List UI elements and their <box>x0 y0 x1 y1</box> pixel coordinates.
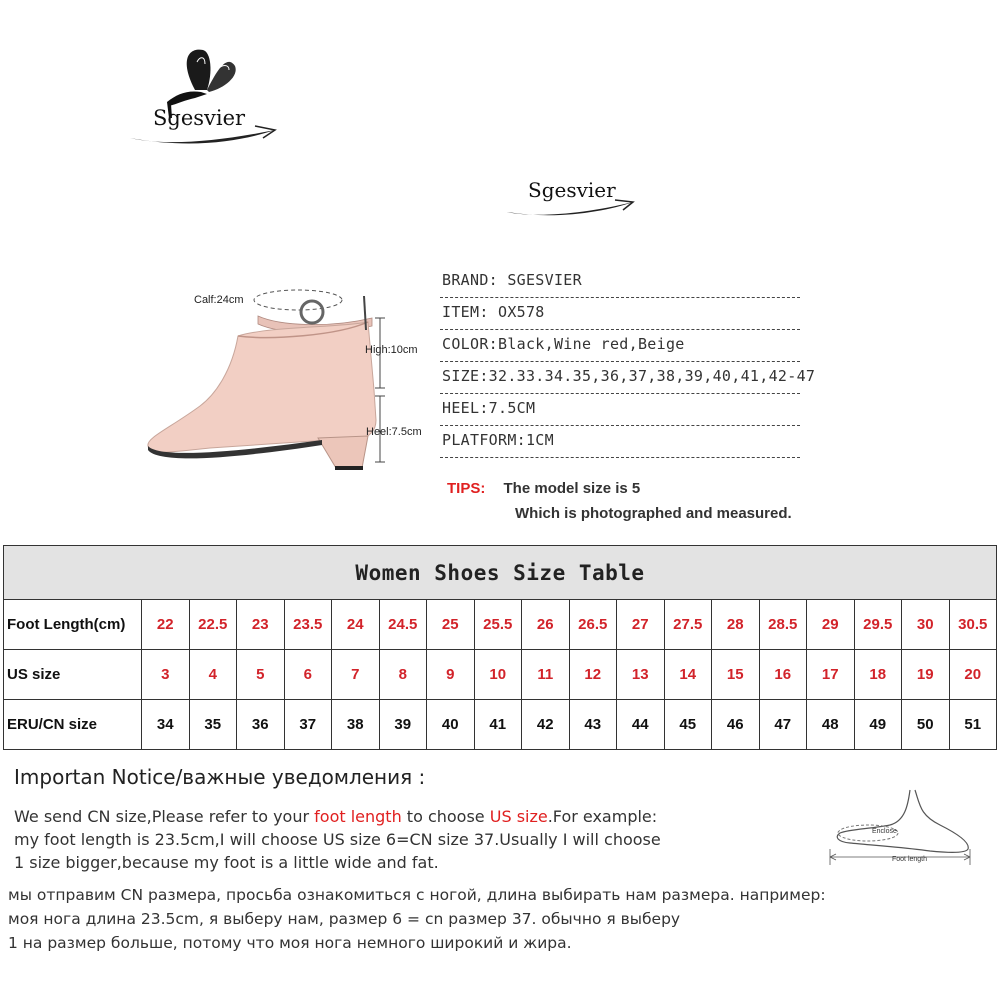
spec-size: SIZE:32.33.34.35,36,37,38,39,40,41,42-47 <box>440 362 800 394</box>
tips-line-2: Which is photographed and measured. <box>515 505 792 522</box>
size-cell: 17 <box>807 650 855 700</box>
size-cell: 29 <box>807 600 855 650</box>
size-cell: 23 <box>237 600 285 650</box>
size-cell: 29.5 <box>854 600 902 650</box>
size-cell: 11 <box>522 650 570 700</box>
size-cell: 26.5 <box>569 600 617 650</box>
size-cell: 44 <box>617 700 665 750</box>
size-cell: 36 <box>237 700 285 750</box>
size-cell: 49 <box>854 700 902 750</box>
size-cell: 19 <box>902 650 950 700</box>
foot-measure-figure <box>820 785 990 875</box>
size-cell: 37 <box>284 700 332 750</box>
row-header: US size <box>4 650 142 700</box>
size-cell: 10 <box>474 650 522 700</box>
notice-russian <box>8 883 968 955</box>
table-row <box>4 650 997 700</box>
size-table <box>3 545 997 750</box>
size-cell: 20 <box>949 650 997 700</box>
notice-en-line-1: We send CN size,Please refer to your foot length to choose US size.For example: <box>14 807 658 826</box>
logo-text: Sgesvier <box>153 106 246 130</box>
foot-length-highlight: foot length <box>314 807 402 826</box>
table-row <box>4 600 997 650</box>
size-cell: 43 <box>569 700 617 750</box>
size-cell: 15 <box>712 650 760 700</box>
size-cell: 45 <box>664 700 712 750</box>
tips <box>447 480 640 497</box>
size-cell: 39 <box>379 700 427 750</box>
notice-english <box>14 805 814 874</box>
spec-color: COLOR:Black,Wine red,Beige <box>440 330 800 362</box>
ankle-boot-image <box>140 270 440 480</box>
spec-heel: HEEL:7.5CM <box>440 394 800 426</box>
size-cell: 27.5 <box>664 600 712 650</box>
size-cell: 25.5 <box>474 600 522 650</box>
us-size-highlight: US size <box>489 807 548 826</box>
size-cell: 8 <box>379 650 427 700</box>
notice-title: Importan Notice/важные уведомления : <box>14 765 426 789</box>
size-table-title: Women Shoes Size Table <box>4 546 997 600</box>
size-cell: 47 <box>759 700 807 750</box>
heel-dimension: Heel:7.5cm <box>366 426 422 438</box>
calf-dimension: Calf:24cm <box>194 294 244 306</box>
size-cell: 41 <box>474 700 522 750</box>
size-cell: 13 <box>617 650 665 700</box>
logo-text: Sgesvier <box>528 178 616 202</box>
size-cell: 12 <box>569 650 617 700</box>
size-cell: 23.5 <box>284 600 332 650</box>
size-cell: 14 <box>664 650 712 700</box>
brand-logo-small <box>505 172 640 222</box>
size-cell: 4 <box>189 650 237 700</box>
size-cell: 7 <box>332 650 380 700</box>
shoe-illustration <box>140 270 440 480</box>
size-cell: 28 <box>712 600 760 650</box>
size-cell: 40 <box>427 700 475 750</box>
spec-item: ITEM: OX578 <box>440 298 800 330</box>
tips-label: TIPS: <box>447 480 486 497</box>
notice-en-line-2: my foot length is 23.5cm,I will choose US size 6=CN size 37.Usually I will choose <box>14 830 661 849</box>
spec-brand: BRAND: SGESVIER <box>440 266 800 298</box>
size-cell: 26 <box>522 600 570 650</box>
product-specs <box>440 266 816 458</box>
size-cell: 9 <box>427 650 475 700</box>
size-cell: 34 <box>142 700 190 750</box>
size-cell: 22.5 <box>189 600 237 650</box>
high-heel-butterfly-icon <box>125 42 285 157</box>
size-cell: 16 <box>759 650 807 700</box>
size-cell: 50 <box>902 700 950 750</box>
size-cell: 51 <box>949 700 997 750</box>
notice-en-line-3: 1 size bigger,because my foot is a little wide and fat. <box>14 853 439 872</box>
enclose-label: Enclose <box>872 828 897 835</box>
size-cell: 24.5 <box>379 600 427 650</box>
size-cell: 38 <box>332 700 380 750</box>
size-cell: 35 <box>189 700 237 750</box>
foot-length-label: Foot length <box>892 856 928 863</box>
size-cell: 5 <box>237 650 285 700</box>
size-cell: 27 <box>617 600 665 650</box>
size-cell: 46 <box>712 700 760 750</box>
size-cell: 18 <box>854 650 902 700</box>
spec-platform: PLATFORM:1CM <box>440 426 800 458</box>
size-cell: 42 <box>522 700 570 750</box>
brand-logo-large <box>125 42 285 157</box>
height-dimension: High:10cm <box>365 344 418 356</box>
size-cell: 28.5 <box>759 600 807 650</box>
size-cell: 30.5 <box>949 600 997 650</box>
row-header: Foot Length(cm) <box>4 600 142 650</box>
notice-ru-line-3: 1 на размер больше, потому что моя нога немного широкий и жира. <box>8 934 572 952</box>
row-header: ERU/CN size <box>4 700 142 750</box>
notice-ru-line-2: моя нога длина 23.5cm, я выберу нам, размер 6 = cn размер 37. обычно я выберу <box>8 910 681 928</box>
size-cell: 24 <box>332 600 380 650</box>
size-cell: 3 <box>142 650 190 700</box>
tips-line-1: The model size is 5 <box>503 480 641 497</box>
size-cell: 48 <box>807 700 855 750</box>
size-cell: 6 <box>284 650 332 700</box>
notice-ru-line-1: мы отправим CN размера, просьба ознакомиться с ногой, длина выбирать нам размера. например: <box>8 886 826 904</box>
size-cell: 25 <box>427 600 475 650</box>
table-row <box>4 700 997 750</box>
size-cell: 30 <box>902 600 950 650</box>
size-cell: 22 <box>142 600 190 650</box>
